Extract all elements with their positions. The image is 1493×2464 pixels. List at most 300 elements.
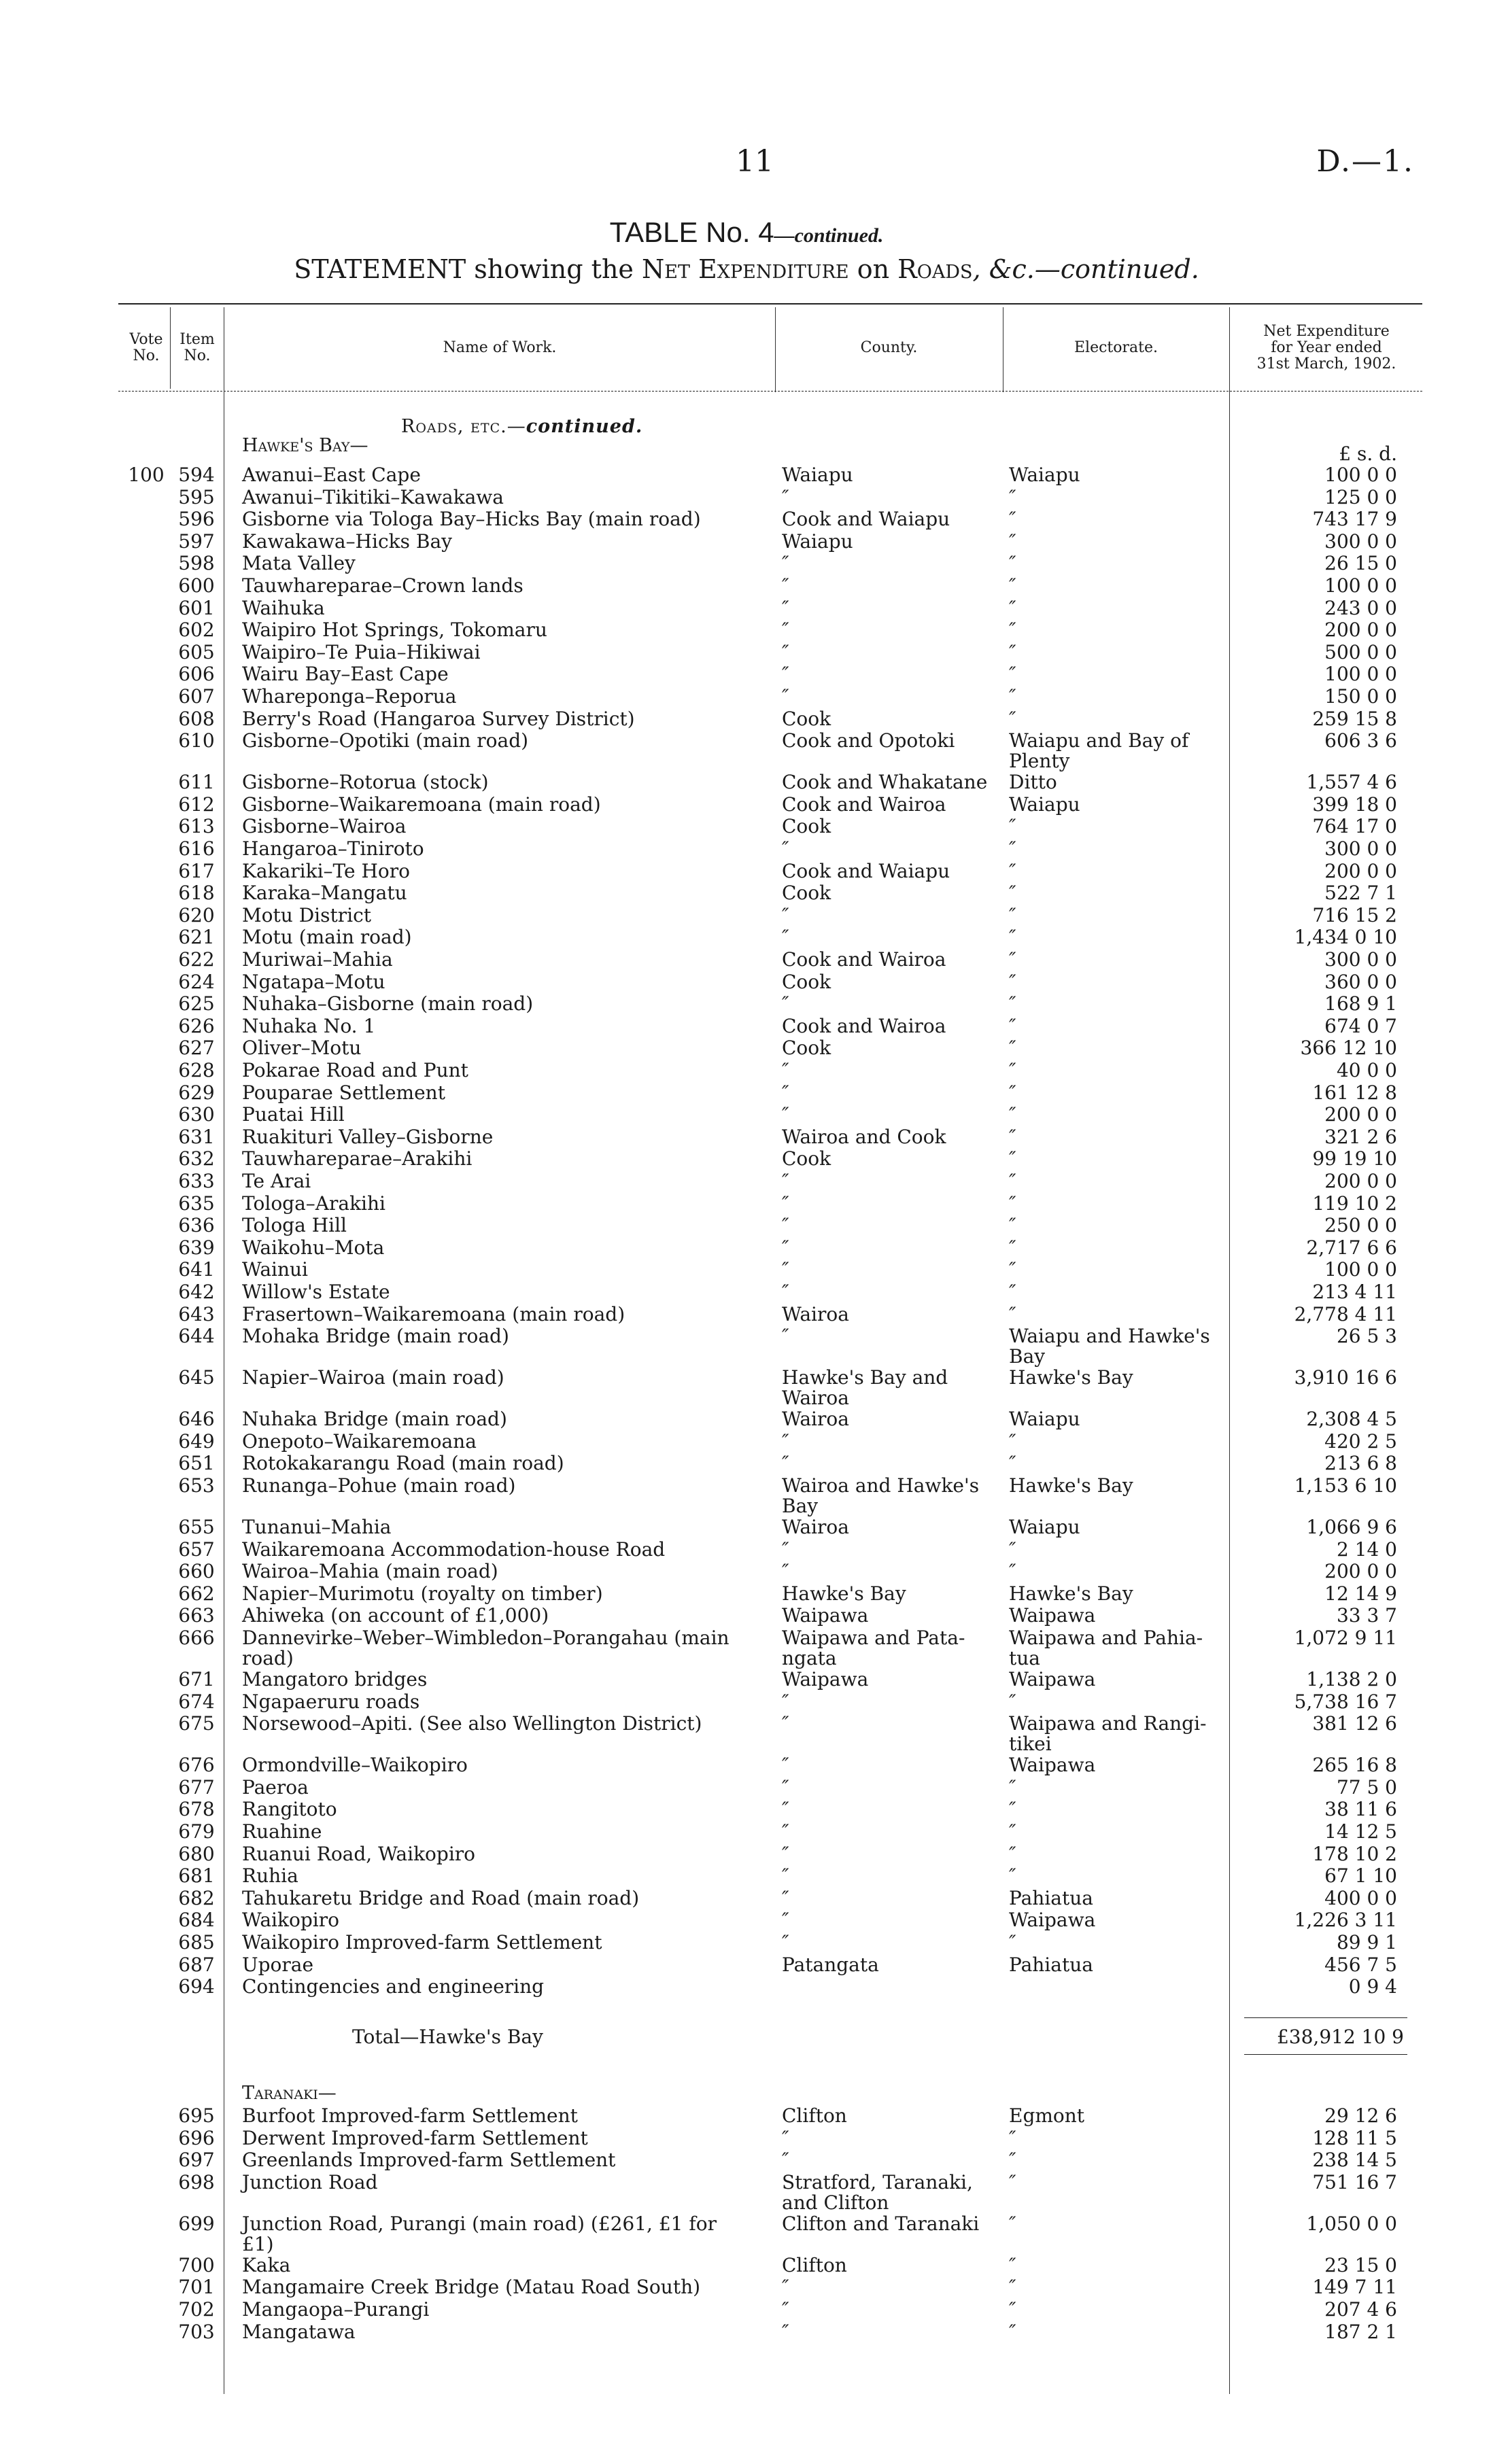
- table-row: [0, 531, 1493, 553]
- electorate-cell: ″: [1009, 1125, 1016, 1148]
- table-row: [0, 729, 1493, 773]
- item-number: 685: [178, 1931, 215, 1954]
- work-name: Paeroa: [242, 1775, 309, 1799]
- work-name: Junction Road, Purangi (main road) (£261, £1 for: [242, 2212, 717, 2235]
- net-expenditure-cell: 200 0 0: [1324, 859, 1397, 882]
- item-number: 613: [178, 815, 215, 838]
- net-expenditure-cell: 200 0 0: [1324, 1170, 1397, 1192]
- net-expenditure-cell: 674 0 7: [1324, 1014, 1397, 1037]
- work-name: Te Arai: [242, 1170, 311, 1192]
- work-name: Wainui: [242, 1258, 309, 1281]
- electorate-cell: ″: [1009, 1170, 1016, 1192]
- item-number: 700: [178, 2253, 215, 2276]
- item-number: 624: [178, 970, 215, 993]
- county-cell: ″: [782, 685, 789, 708]
- subtitle-part: Roads: [897, 254, 973, 284]
- table-row: [0, 619, 1493, 641]
- net-expenditure-cell: 12 14 9: [1324, 1582, 1397, 1605]
- item-number: 594: [178, 464, 215, 486]
- net-expenditure-cell: 1,557 4 6: [1306, 771, 1397, 794]
- county-cell: Cook and Whakatane: [782, 771, 988, 794]
- work-name: Greenlands Improved-farm Settlement: [242, 2149, 616, 2172]
- work-name: Ormondville–Waikopiro: [242, 1754, 468, 1777]
- table-row: [0, 861, 1493, 882]
- item-number: 657: [178, 1538, 215, 1561]
- net-expenditure-cell: 1,226 3 11: [1294, 1909, 1397, 1932]
- county-cell: ″: [782, 1931, 789, 1954]
- electorate-cell: ″: [1009, 2126, 1016, 2149]
- county-cell: ″: [782, 2298, 789, 2321]
- net-expenditure-cell: 381 12 6: [1312, 1712, 1397, 1735]
- county-cell: Cook: [782, 970, 831, 993]
- net-expenditure-cell: 265 16 8: [1312, 1754, 1397, 1777]
- table-row: [0, 1691, 1493, 1713]
- county-cell: Wairoa: [782, 1302, 849, 1325]
- net-expenditure-cell: 187 2 1: [1324, 2320, 1397, 2343]
- electorate-cell: ″: [1009, 859, 1016, 882]
- table-row: [0, 1193, 1493, 1215]
- net-expenditure-cell: 1,066 9 6: [1306, 1516, 1397, 1538]
- county-cell: ″: [782, 1820, 789, 1843]
- work-name: Burfoot Improved-farm Settlement: [242, 2104, 578, 2127]
- electorate-cell: ″: [1009, 1775, 1016, 1799]
- work-name: Mangaopa–Purangi: [242, 2298, 430, 2321]
- county-cell: Waipawa: [782, 1604, 869, 1627]
- electorate-cell: ″: [1009, 2212, 1016, 2235]
- table-row: [0, 1605, 1493, 1627]
- item-number: 612: [178, 793, 215, 816]
- item-number: 671: [178, 1668, 215, 1690]
- table-title-text: TABLE No. 4: [609, 216, 774, 248]
- table-row: [0, 794, 1493, 816]
- electorate-cell: ″: [1009, 619, 1016, 642]
- electorate-cell: Waiapu and Bay of: [1009, 729, 1189, 752]
- county-cell: Wairoa: [782, 1408, 849, 1431]
- table-row: [0, 1037, 1493, 1059]
- net-expenditure-cell: 3,910 16 6: [1294, 1366, 1397, 1389]
- county-cell: ″: [782, 926, 789, 949]
- table-row: [0, 1843, 1493, 1865]
- table-row: [0, 1754, 1493, 1776]
- item-number: 642: [178, 1281, 215, 1303]
- electorate-cell: ″: [1009, 1281, 1016, 1303]
- item-number: 636: [178, 1214, 215, 1237]
- item-number: 617: [178, 859, 215, 882]
- county-cell: ″: [782, 1281, 789, 1303]
- table-row: [0, 553, 1493, 574]
- net-expenditure-cell: 300 0 0: [1324, 837, 1397, 860]
- electorate-cell: Hawke's Bay: [1009, 1474, 1133, 1497]
- subtitle-part: STATEMENT showing the: [294, 254, 642, 284]
- work-name: Ngatapa–Motu: [242, 970, 385, 993]
- electorate-cell: ″: [1009, 530, 1016, 553]
- county-cell: Cook: [782, 815, 831, 838]
- work-name: Nuhaka Bridge (main road): [242, 1408, 507, 1431]
- net-expenditure-cell: 250 0 0: [1324, 1214, 1397, 1237]
- net-expenditure-cell: 99 19 10: [1312, 1147, 1397, 1170]
- item-number: 597: [178, 530, 215, 553]
- table-row: [0, 2321, 1493, 2343]
- item-number: 684: [178, 1909, 215, 1932]
- electorate-cell: ″: [1009, 903, 1016, 926]
- item-number: 635: [178, 1192, 215, 1215]
- work-name: Muriwai–Mahia: [242, 948, 393, 971]
- electorate-cell: ″: [1009, 1798, 1016, 1821]
- net-expenditure-cell: 500 0 0: [1324, 640, 1397, 663]
- item-number: 681: [178, 1864, 215, 1888]
- county-cell: ″: [782, 1798, 789, 1821]
- header-net-line: for Year ended: [1271, 339, 1382, 356]
- net-expenditure-cell: 207 4 6: [1324, 2298, 1397, 2321]
- table-row: [0, 1215, 1493, 1236]
- electorate-cell: ″: [1009, 485, 1016, 508]
- electorate-cell: ″: [1009, 1258, 1016, 1281]
- work-name: Puatai Hill: [242, 1103, 345, 1126]
- net-expenditure-cell: 400 0 0: [1324, 1886, 1397, 1909]
- table-row: [0, 686, 1493, 708]
- work-name: Wairu Bay–East Cape: [242, 663, 449, 686]
- electorate-cell: ″: [1009, 2320, 1016, 2343]
- item-number: 643: [178, 1302, 215, 1325]
- item-number: 633: [178, 1170, 215, 1192]
- item-number: 699: [178, 2212, 215, 2235]
- subtitle-part: on: [848, 254, 898, 284]
- table-row: [0, 1954, 1493, 1976]
- table-title-continued: —continued.: [774, 224, 884, 247]
- electorate-cell: ″: [1009, 596, 1016, 619]
- electorate-cell: Pahiatua: [1009, 1886, 1093, 1909]
- item-number: 596: [178, 508, 215, 531]
- work-name: Napier–Murimotu (royalty on timber): [242, 1582, 603, 1605]
- item-number: 611: [178, 771, 215, 794]
- county-cell-continued: ngata: [782, 1647, 837, 1669]
- county-cell: ″: [782, 1886, 789, 1909]
- table-row: [0, 1453, 1493, 1474]
- item-number: 680: [178, 1842, 215, 1865]
- net-expenditure-cell: 366 12 10: [1300, 1037, 1397, 1060]
- electorate-cell: ″: [1009, 1147, 1016, 1170]
- work-name: Tologa Hill: [242, 1214, 347, 1237]
- county-cell: Waipawa and Pata-: [782, 1627, 965, 1649]
- net-expenditure-cell: 67 1 10: [1324, 1864, 1397, 1888]
- table-row: [0, 1259, 1493, 1281]
- net-expenditure-cell: 2,717 6 6: [1306, 1236, 1397, 1259]
- net-expenditure-cell: 243 0 0: [1324, 596, 1397, 619]
- work-name: Pokarae Road and Punt: [242, 1059, 468, 1081]
- net-expenditure-cell: 522 7 1: [1324, 882, 1397, 905]
- work-name: Gisborne–Waikaremoana (main road): [242, 793, 601, 816]
- document-reference: D.—1.: [1316, 144, 1414, 179]
- column-divider: [170, 307, 171, 389]
- table-row: [0, 2128, 1493, 2149]
- table-row: [0, 882, 1493, 904]
- county-cell: ″: [782, 992, 789, 1016]
- total-row-hawkes-bay: [0, 2026, 1493, 2049]
- electorate-cell: Waipawa and Rangi-: [1009, 1712, 1207, 1735]
- county-cell: ″: [782, 1258, 789, 1281]
- item-number: 627: [178, 1037, 215, 1060]
- electorate-cell-continued: Plenty: [1009, 750, 1070, 773]
- table-row: [0, 1777, 1493, 1799]
- item-number: 674: [178, 1690, 215, 1713]
- work-name: Ruhia: [242, 1864, 298, 1888]
- net-expenditure-cell: 0 9 4: [1348, 1975, 1397, 1998]
- county-cell: Waiapu: [782, 530, 853, 553]
- table-row: [0, 1865, 1493, 1887]
- county-cell: ″: [782, 1864, 789, 1888]
- electorate-cell: Hawke's Bay: [1009, 1582, 1133, 1605]
- table-row: [0, 1516, 1493, 1538]
- item-number: 628: [178, 1059, 215, 1081]
- item-number: 620: [178, 903, 215, 926]
- item-number: 625: [178, 992, 215, 1016]
- work-name: Ruanui Road, Waikopiro: [242, 1842, 476, 1865]
- electorate-cell: ″: [1009, 1037, 1016, 1060]
- table-row: [0, 1474, 1493, 1517]
- item-number: 595: [178, 485, 215, 508]
- county-cell: ″: [782, 837, 789, 860]
- work-name: Pouparae Settlement: [242, 1081, 445, 1104]
- county-cell: ″: [782, 903, 789, 926]
- net-expenditure-cell: 456 7 5: [1324, 1953, 1397, 1976]
- work-name: Uporae: [242, 1953, 314, 1976]
- subtitle-part: Net Expenditure: [642, 254, 849, 284]
- total-top-rule: [1244, 2017, 1407, 2018]
- item-number: 679: [178, 1820, 215, 1843]
- net-expenditure-cell: 125 0 0: [1324, 485, 1397, 508]
- electorate-cell: Waiapu: [1009, 1516, 1080, 1538]
- electorate-cell: ″: [1009, 685, 1016, 708]
- item-number: 687: [178, 1953, 215, 1976]
- work-name: Waikaremoana Accommodation-house Road: [242, 1538, 666, 1561]
- net-expenditure-cell: 606 3 6: [1324, 729, 1397, 752]
- item-number: 610: [178, 729, 215, 752]
- work-name: Motu (main road): [242, 926, 412, 949]
- statement-subtitle: [0, 254, 1493, 284]
- net-expenditure-cell: 161 12 8: [1312, 1081, 1397, 1104]
- item-number: 626: [178, 1014, 215, 1037]
- county-cell: ″: [782, 1842, 789, 1865]
- electorate-cell: Waipawa: [1009, 1668, 1096, 1690]
- section-heading-roads: [401, 416, 642, 437]
- net-expenditure-cell: 1,050 0 0: [1306, 2212, 1397, 2235]
- county-cell: ″: [782, 2276, 789, 2299]
- work-name-continued: £1): [242, 2232, 274, 2255]
- item-number: 698: [178, 2170, 215, 2193]
- table-row: [0, 508, 1493, 530]
- total-bottom-rule: [1244, 2054, 1407, 2055]
- net-expenditure-cell: 238 14 5: [1312, 2149, 1397, 2172]
- item-number: 653: [178, 1474, 215, 1497]
- county-cell: Hawke's Bay and: [782, 1366, 948, 1389]
- electorate-cell: Hawke's Bay: [1009, 1366, 1133, 1389]
- county-cell: ″: [782, 1909, 789, 1932]
- net-expenditure-cell: 751 16 7: [1312, 2170, 1397, 2193]
- section-heading-text: Roads, etc.—: [401, 416, 526, 437]
- county-cell: ″: [782, 1236, 789, 1259]
- net-expenditure-cell: 360 0 0: [1324, 970, 1397, 993]
- item-number: 701: [178, 2276, 215, 2299]
- table-row: [0, 1060, 1493, 1081]
- item-number: 644: [178, 1325, 215, 1348]
- net-expenditure-cell: 213 6 8: [1324, 1452, 1397, 1475]
- table-row: [0, 1366, 1493, 1410]
- total-label: Total—Hawke's Bay: [352, 2026, 543, 2048]
- item-number: 601: [178, 596, 215, 619]
- net-expenditure-cell: 26 5 3: [1336, 1325, 1397, 1348]
- table-row: [0, 1583, 1493, 1605]
- net-expenditure-cell: 259 15 8: [1312, 707, 1397, 730]
- county-cell: ″: [782, 1429, 789, 1453]
- net-expenditure-cell: 300 0 0: [1324, 948, 1397, 971]
- header-item-line: No.: [184, 347, 211, 364]
- table-row: [0, 2149, 1493, 2171]
- net-expenditure-cell: 200 0 0: [1324, 1103, 1397, 1126]
- work-name: Tologa–Arakihi: [242, 1192, 385, 1215]
- electorate-cell: ″: [1009, 640, 1016, 663]
- county-cell: Cook and Waiapu: [782, 508, 950, 531]
- work-name: Oliver–Motu: [242, 1037, 362, 1060]
- item-number: 694: [178, 1975, 215, 1998]
- table-row: [0, 838, 1493, 860]
- net-expenditure-cell: 213 4 11: [1312, 1281, 1397, 1303]
- electorate-cell: ″: [1009, 1302, 1016, 1325]
- county-cell: ″: [782, 2126, 789, 2149]
- net-expenditure-cell: 2,778 4 11: [1294, 1302, 1397, 1325]
- table-row: [0, 1170, 1493, 1192]
- county-cell: ″: [782, 574, 789, 597]
- county-cell: ″: [782, 1192, 789, 1215]
- table-row: [0, 1539, 1493, 1561]
- county-cell: Clifton: [782, 2253, 847, 2276]
- table-row: [0, 575, 1493, 597]
- net-expenditure-cell: 26 15 0: [1324, 552, 1397, 575]
- county-cell: Cook and Opotoki: [782, 729, 955, 752]
- net-expenditure-cell: 5,738 16 7: [1294, 1690, 1397, 1713]
- county-cell-continued: and Clifton: [782, 2191, 889, 2214]
- net-expenditure-cell: 1,434 0 10: [1294, 926, 1397, 949]
- net-expenditure-cell: 743 17 9: [1312, 508, 1397, 531]
- item-number: 703: [178, 2320, 215, 2343]
- work-name: Norsewood–Apiti. (See also Wellington District): [242, 1712, 702, 1735]
- work-name: Mangamaire Creek Bridge (Matau Road South): [242, 2276, 701, 2299]
- table-row: [0, 1561, 1493, 1582]
- electorate-cell: Egmont: [1009, 2104, 1085, 2127]
- work-name: Onepoto–Waikaremoana: [242, 1429, 477, 1453]
- work-name: Ruakituri Valley–Gisborne: [242, 1125, 494, 1148]
- header-county: County.: [860, 339, 918, 356]
- work-name: Hangaroa–Tiniroto: [242, 837, 424, 860]
- net-expenditure-cell: 29 12 6: [1324, 2104, 1397, 2127]
- electorate-cell: Waiapu: [1009, 464, 1080, 486]
- work-name: Awanui–East Cape: [242, 464, 421, 486]
- electorate-cell: Waiapu and Hawke's: [1009, 1325, 1210, 1348]
- item-number: 663: [178, 1604, 215, 1627]
- header-bottom-rule: [118, 391, 1422, 392]
- item-number: 655: [178, 1516, 215, 1538]
- county-cell: Hawke's Bay: [782, 1582, 906, 1605]
- net-expenditure-cell: 420 2 5: [1324, 1429, 1397, 1453]
- net-expenditure-cell: 321 2 6: [1324, 1125, 1397, 1148]
- item-number: 598: [178, 552, 215, 575]
- county-cell: ″: [782, 1325, 789, 1348]
- table-row: [0, 2255, 1493, 2276]
- electorate-cell: Waiapu: [1009, 1408, 1080, 1431]
- work-name: Berry's Road (Hangaroa Survey District): [242, 707, 635, 730]
- header-name-of-work: Name of Work.: [443, 339, 557, 356]
- county-cell: Cook and Waiapu: [782, 859, 950, 882]
- item-number: 622: [178, 948, 215, 971]
- header-item: [171, 332, 223, 364]
- work-name: Tunanui–Mahia: [242, 1516, 392, 1538]
- page-number: 11: [736, 144, 774, 179]
- electorate-cell: ″: [1009, 2149, 1016, 2172]
- electorate-cell: ″: [1009, 663, 1016, 686]
- header-vote-line: No.: [133, 347, 160, 364]
- table-row: [0, 1304, 1493, 1325]
- table-row: [0, 2299, 1493, 2321]
- table-row: [0, 1148, 1493, 1170]
- district-heading-taranaki: Taranaki—: [242, 2083, 337, 2104]
- item-number: 666: [178, 1627, 215, 1649]
- county-cell: ″: [782, 552, 789, 575]
- table-row: [0, 1082, 1493, 1104]
- electorate-cell-continued: tikei: [1009, 1733, 1052, 1756]
- work-name: Mangatawa: [242, 2320, 356, 2343]
- county-cell: Cook: [782, 882, 831, 905]
- item-number: 606: [178, 663, 215, 686]
- county-cell: ″: [782, 1081, 789, 1104]
- item-number: 605: [178, 640, 215, 663]
- electorate-cell: ″: [1009, 1820, 1016, 1843]
- county-cell: ″: [782, 619, 789, 642]
- electorate-cell: Waiapu: [1009, 793, 1080, 816]
- electorate-cell: ″: [1009, 1014, 1016, 1037]
- electorate-cell-continued: tua: [1009, 1647, 1040, 1669]
- work-name: Tauwhareparae–Crown lands: [242, 574, 524, 597]
- county-cell: Cook: [782, 1037, 831, 1060]
- net-expenditure-cell: 764 17 0: [1312, 815, 1397, 838]
- electorate-cell: ″: [1009, 552, 1016, 575]
- table-row: [0, 2105, 1493, 2127]
- work-name: Gisborne–Opotiki (main road): [242, 729, 529, 752]
- table-row: [0, 708, 1493, 730]
- item-number: 651: [178, 1452, 215, 1475]
- table-row: [0, 1932, 1493, 1954]
- table-row: [0, 1104, 1493, 1126]
- table-row: [0, 1126, 1493, 1148]
- work-name: Motu District: [242, 903, 372, 926]
- work-name: Gisborne–Rotorua (stock): [242, 771, 489, 794]
- net-expenditure-cell: 200 0 0: [1324, 619, 1397, 642]
- county-cell: Clifton: [782, 2104, 847, 2127]
- table-row: [0, 1237, 1493, 1259]
- net-expenditure-cell: 23 15 0: [1324, 2253, 1397, 2276]
- table-row: [0, 1408, 1493, 1430]
- electorate-cell: ″: [1009, 1690, 1016, 1713]
- net-expenditure-cell: 100 0 0: [1324, 464, 1397, 486]
- work-name: Waikohu–Mota: [242, 1236, 385, 1259]
- electorate-cell: ″: [1009, 837, 1016, 860]
- county-cell: Patangata: [782, 1953, 879, 1976]
- item-number: 649: [178, 1429, 215, 1453]
- net-expenditure-cell: 178 10 2: [1312, 1842, 1397, 1865]
- item-number: 675: [178, 1712, 215, 1735]
- item-number: 702: [178, 2298, 215, 2321]
- item-number: 621: [178, 926, 215, 949]
- table-row: [0, 971, 1493, 993]
- net-expenditure-cell: 100 0 0: [1324, 663, 1397, 686]
